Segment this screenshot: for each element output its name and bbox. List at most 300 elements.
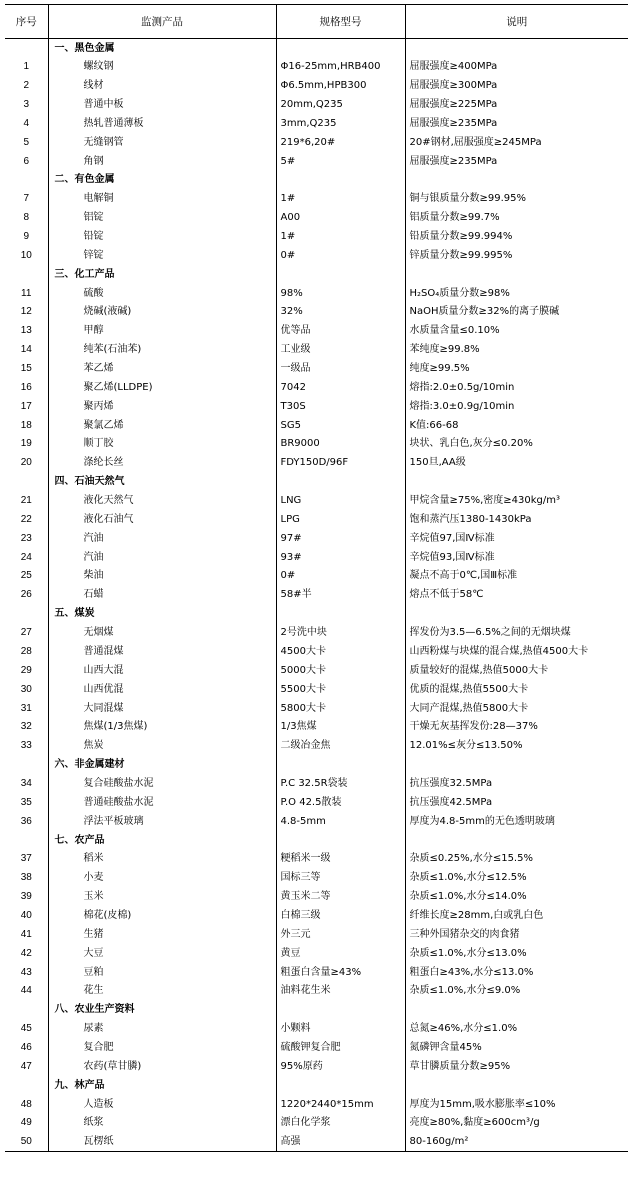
table-row	[5, 284, 628, 303]
description: 杂质≤1.0%,水分≤9.0%	[405, 981, 628, 1000]
product-name: 聚乙烯(LLDPE)	[48, 378, 276, 397]
row-index: 21	[20, 495, 32, 507]
product-name: 花生	[48, 981, 276, 1000]
spec-model: 2号洗中块	[276, 623, 405, 642]
product-name: 山西优混	[48, 680, 276, 699]
category-spec-cell	[276, 1076, 405, 1095]
product-name: 柴油	[48, 567, 276, 586]
table-row	[5, 303, 628, 322]
spec-model: LNG	[276, 491, 405, 510]
spec-model: FDY150D/96F	[276, 453, 405, 472]
table-row	[5, 567, 628, 586]
description: 辛烷值97,国Ⅳ标准	[405, 529, 628, 548]
row-index: 28	[20, 645, 32, 657]
spec-model: 5800大卡	[276, 699, 405, 718]
category-desc-cell	[405, 755, 628, 774]
row-index: 40	[20, 909, 32, 921]
row-index: 39	[20, 891, 32, 903]
description: 甲烷含量≥75%,密度≥430kg/m³	[405, 491, 628, 510]
description: 三种外国猪杂交的肉食猪	[405, 925, 628, 944]
product-name: 焦煤(1/3焦煤)	[48, 717, 276, 736]
row-index: 5	[23, 136, 30, 148]
table-row	[5, 642, 628, 661]
description: NaOH质量分数≥32%的离子膜碱	[405, 303, 628, 322]
row-index: 27	[20, 627, 32, 639]
product-name: 尿素	[48, 1019, 276, 1038]
description: 粗蛋白≥43%,水分≤13.0%	[405, 963, 628, 982]
table-row	[5, 868, 628, 887]
spec-model: 外三元	[276, 925, 405, 944]
description: 挥发份为3.5—6.5%之间的无烟块煤	[405, 623, 628, 642]
spec-model: 20mm,Q235	[276, 95, 405, 114]
row-index: 1	[23, 61, 30, 73]
table-row	[5, 736, 628, 755]
description: 150旦,AA级	[405, 453, 628, 472]
row-index: 16	[20, 381, 32, 393]
category-label: 二、有色金属	[48, 171, 276, 190]
product-name: 线材	[48, 76, 276, 95]
description: 凝点不高于0℃,国Ⅲ标准	[405, 567, 628, 586]
product-name: 聚丙烯	[48, 397, 276, 416]
category-row	[5, 831, 628, 850]
spec-model: 1#	[276, 227, 405, 246]
table-row	[5, 416, 628, 435]
description: 块状、乳白色,灰分≤0.20%	[405, 435, 628, 454]
table-row	[5, 774, 628, 793]
spec-model: 小颗料	[276, 1019, 405, 1038]
category-spec-cell	[276, 39, 405, 58]
category-index-cell	[5, 171, 48, 190]
row-index: 10	[20, 249, 32, 261]
category-row	[5, 39, 628, 58]
description: 屈服强度≥300MPa	[405, 76, 628, 95]
table-header-row	[5, 5, 628, 39]
table-row	[5, 1057, 628, 1076]
category-label: 五、煤炭	[48, 604, 276, 623]
category-index-cell	[5, 755, 48, 774]
category-row	[5, 171, 628, 190]
table-row	[5, 321, 628, 340]
table-row	[5, 397, 628, 416]
description: K值:66-68	[405, 416, 628, 435]
product-name: 玉米	[48, 887, 276, 906]
description: 铅质量分数≥99.994%	[405, 227, 628, 246]
product-name: 棉花(皮棉)	[48, 906, 276, 925]
description: 熔指:3.0±0.9g/10min	[405, 397, 628, 416]
spec-model: P.C 32.5R袋装	[276, 774, 405, 793]
description: 12.01%≤灰分≤13.50%	[405, 736, 628, 755]
row-index: 44	[20, 985, 32, 997]
row-index: 34	[20, 777, 32, 789]
table-row	[5, 585, 628, 604]
spec-model: 1220*2440*15mm	[276, 1095, 405, 1114]
description: H₂SO₄质量分数≥98%	[405, 284, 628, 303]
row-index: 50	[5, 1132, 48, 1151]
category-row	[5, 1000, 628, 1019]
row-index: 32	[20, 721, 32, 733]
product-name: 烧碱(液碱)	[48, 303, 276, 322]
description: 熔点不低于58℃	[405, 585, 628, 604]
spec-model: 97#	[276, 529, 405, 548]
table-row	[5, 359, 628, 378]
table-row	[5, 717, 628, 736]
product-name: 涤纶长丝	[48, 453, 276, 472]
table-row	[5, 849, 628, 868]
category-index-cell	[5, 1076, 48, 1095]
table-row	[5, 1038, 628, 1057]
spec-model: Φ6.5mm,HPB300	[276, 76, 405, 95]
category-label: 三、化工产品	[48, 265, 276, 284]
spec-model: 黄豆	[276, 944, 405, 963]
header-index: 序号	[5, 5, 48, 39]
category-label: 一、黑色金属	[48, 39, 276, 58]
product-name: 稻米	[48, 849, 276, 868]
table-row	[5, 378, 628, 397]
table-row	[5, 529, 628, 548]
product-name: 纸浆	[48, 1113, 276, 1132]
description: 抗压强度32.5MPa	[405, 774, 628, 793]
row-index: 49	[20, 1117, 32, 1129]
description: 大同产混煤,热值5800大卡	[405, 699, 628, 718]
row-index: 47	[20, 1060, 32, 1072]
spec-model: 高强	[276, 1132, 405, 1151]
row-index: 45	[20, 1023, 32, 1035]
description: 质量较好的混煤,热值5000大卡	[405, 661, 628, 680]
row-index: 8	[23, 212, 30, 224]
table-row	[5, 95, 628, 114]
product-name: 角钢	[48, 152, 276, 171]
spec-model: 219*6,20#	[276, 133, 405, 152]
row-index: 18	[20, 419, 32, 431]
spec-model: Φ16-25mm,HRB400	[276, 57, 405, 76]
description: 厚度为15mm,吸水膨胀率≤10%	[405, 1095, 628, 1114]
description: 屈服强度≥235MPa	[405, 114, 628, 133]
category-desc-cell	[405, 1000, 628, 1019]
description: 氮磷钾含量45%	[405, 1038, 628, 1057]
description: 80-160g/m²	[405, 1132, 628, 1151]
spec-model: 58#半	[276, 585, 405, 604]
spec-model: 5000大卡	[276, 661, 405, 680]
product-name: 生猪	[48, 925, 276, 944]
description: 优质的混煤,热值5500大卡	[405, 680, 628, 699]
spec-model: 4.8-5mm	[276, 812, 405, 831]
spec-model: 4500大卡	[276, 642, 405, 661]
product-name: 螺纹钢	[48, 57, 276, 76]
spec-model: LPG	[276, 510, 405, 529]
description: 杂质≤1.0%,水分≤12.5%	[405, 868, 628, 887]
product-name: 汽油	[48, 529, 276, 548]
description: 屈服强度≥400MPa	[405, 57, 628, 76]
product-name: 豆粕	[48, 963, 276, 982]
table-row	[5, 680, 628, 699]
description: 饱和蒸汽压1380-1430kPa	[405, 510, 628, 529]
table-row	[5, 963, 628, 982]
row-index: 15	[20, 363, 32, 375]
row-index: 4	[23, 117, 30, 129]
description: 熔指:2.0±0.5g/10min	[405, 378, 628, 397]
spec-model: 1#	[276, 189, 405, 208]
row-index: 33	[20, 740, 32, 752]
product-name: 小麦	[48, 868, 276, 887]
product-name: 山西大混	[48, 661, 276, 680]
description: 杂质≤1.0%,水分≤13.0%	[405, 944, 628, 963]
product-name: 纯苯(石油苯)	[48, 340, 276, 359]
table-row	[5, 1113, 628, 1132]
product-name: 甲醇	[48, 321, 276, 340]
row-index: 43	[20, 966, 32, 978]
table-row	[5, 208, 628, 227]
category-spec-cell	[276, 604, 405, 623]
table-row	[5, 812, 628, 831]
category-label: 八、农业生产资料	[48, 1000, 276, 1019]
description: 干燥无灰基挥发份:28—37%	[405, 717, 628, 736]
product-name: 大同混煤	[48, 699, 276, 718]
product-name: 热轧普通薄板	[48, 114, 276, 133]
spec-model: 优等品	[276, 321, 405, 340]
description: 20#钢材,屈服强度≥245MPa	[405, 133, 628, 152]
table-row	[5, 491, 628, 510]
spec-model: 白棉三级	[276, 906, 405, 925]
row-index: 31	[20, 702, 32, 714]
row-index: 23	[20, 532, 32, 544]
spec-model: 一级品	[276, 359, 405, 378]
table-row	[5, 699, 628, 718]
product-name: 铅锭	[48, 227, 276, 246]
row-index: 3	[23, 99, 30, 110]
description: 辛烷值93,国Ⅳ标准	[405, 548, 628, 567]
row-index: 14	[20, 344, 32, 356]
table-row	[5, 435, 628, 454]
table-row	[5, 623, 628, 642]
table-row	[5, 246, 628, 265]
category-row	[5, 1076, 628, 1095]
row-index: 13	[20, 325, 32, 337]
table-row	[5, 453, 628, 472]
category-desc-cell	[405, 831, 628, 850]
table-row	[5, 981, 628, 1000]
spec-model: 漂白化学浆	[276, 1113, 405, 1132]
product-name: 人造板	[48, 1095, 276, 1114]
category-row	[5, 755, 628, 774]
spec-model: 粗蛋白含量≥43%	[276, 963, 405, 982]
row-index: 6	[23, 155, 30, 167]
description: 水质量含量≤0.10%	[405, 321, 628, 340]
spec-model: 95%原药	[276, 1057, 405, 1076]
category-spec-cell	[276, 472, 405, 491]
table-row	[5, 944, 628, 963]
row-index: 42	[20, 947, 32, 959]
spec-model: A00	[276, 208, 405, 227]
product-name: 硫酸	[48, 284, 276, 303]
table-row	[5, 887, 628, 906]
product-name: 电解铜	[48, 189, 276, 208]
spec-model: 98%	[276, 284, 405, 303]
spec-model: 粳稻米一级	[276, 849, 405, 868]
category-spec-cell	[276, 755, 405, 774]
row-index: 48	[20, 1098, 32, 1110]
spec-model: P.O 42.5散装	[276, 793, 405, 812]
table-row	[5, 925, 628, 944]
table-row	[5, 152, 628, 171]
table-row	[5, 793, 628, 812]
spec-model: T30S	[276, 397, 405, 416]
description: 亮度≥80%,黏度≥600cm³/g	[405, 1113, 628, 1132]
spec-model: BR9000	[276, 435, 405, 454]
category-index-cell	[5, 39, 48, 58]
description: 杂质≤1.0%,水分≤14.0%	[405, 887, 628, 906]
row-index: 35	[20, 796, 32, 808]
category-row	[5, 472, 628, 491]
row-index: 20	[20, 457, 32, 469]
row-index: 12	[20, 306, 32, 318]
product-name: 聚氯乙烯	[48, 416, 276, 435]
product-name: 普通中板	[48, 95, 276, 114]
product-name: 苯乙烯	[48, 359, 276, 378]
category-index-cell	[5, 265, 48, 284]
table-row	[5, 76, 628, 95]
price-monitoring-table	[5, 4, 628, 1152]
category-index-cell	[5, 831, 48, 850]
product-name: 复合硅酸盐水泥	[48, 774, 276, 793]
row-index: 22	[20, 513, 32, 525]
row-index: 2	[23, 80, 30, 92]
spec-model: 0#	[276, 567, 405, 586]
row-index: 36	[20, 815, 32, 827]
product-name: 顺丁胶	[48, 435, 276, 454]
table-row	[5, 1019, 628, 1038]
description: 屈服强度≥225MPa	[405, 95, 628, 114]
category-index-cell	[5, 472, 48, 491]
spec-model: 0#	[276, 246, 405, 265]
category-spec-cell	[276, 831, 405, 850]
category-spec-cell	[276, 1000, 405, 1019]
category-desc-cell	[405, 265, 628, 284]
row-index: 25	[20, 570, 32, 582]
table-row	[5, 189, 628, 208]
row-index: 26	[20, 589, 32, 601]
spec-model: 5#	[276, 152, 405, 171]
category-desc-cell	[405, 472, 628, 491]
table-body	[5, 39, 628, 1152]
product-name: 液化天然气	[48, 491, 276, 510]
row-index: 30	[20, 683, 32, 695]
table-row	[5, 661, 628, 680]
description: 纯度≥99.5%	[405, 359, 628, 378]
product-name: 无烟煤	[48, 623, 276, 642]
description: 屈服强度≥235MPa	[405, 152, 628, 171]
description: 铜与银质量分数≥99.95%	[405, 189, 628, 208]
spec-model: 硫酸钾复合肥	[276, 1038, 405, 1057]
spec-model: SG5	[276, 416, 405, 435]
category-label: 四、石油天然气	[48, 472, 276, 491]
description: 锌质量分数≥99.995%	[405, 246, 628, 265]
product-name: 铝锭	[48, 208, 276, 227]
spec-model: 93#	[276, 548, 405, 567]
description: 山西粉煤与块煤的混合煤,热值4500大卡	[405, 642, 628, 661]
header-description: 说明	[405, 5, 628, 39]
product-name: 大豆	[48, 944, 276, 963]
category-spec-cell	[276, 265, 405, 284]
spec-model: 工业级	[276, 340, 405, 359]
category-index-cell	[5, 604, 48, 623]
category-desc-cell	[405, 1076, 628, 1095]
row-index: 11	[21, 287, 32, 299]
row-index: 38	[20, 872, 32, 884]
product-name: 普通混煤	[48, 642, 276, 661]
spec-model: 3mm,Q235	[276, 114, 405, 133]
product-name: 焦炭	[48, 736, 276, 755]
category-desc-cell	[405, 171, 628, 190]
spec-model: 32%	[276, 303, 405, 322]
row-index: 17	[20, 400, 32, 412]
table-row	[5, 1095, 628, 1114]
description: 抗压强度42.5MPa	[405, 793, 628, 812]
category-row	[5, 265, 628, 284]
spec-model: 5500大卡	[276, 680, 405, 699]
table-row	[5, 548, 628, 567]
description: 杂质≤0.25%,水分≤15.5%	[405, 849, 628, 868]
spec-model: 黄玉米二等	[276, 887, 405, 906]
category-desc-cell	[405, 39, 628, 58]
description: 草甘膦质量分数≥95%	[405, 1057, 628, 1076]
table-row	[5, 114, 628, 133]
category-label: 九、林产品	[48, 1076, 276, 1095]
product-name: 农药(草甘膦)	[48, 1057, 276, 1076]
product-name: 复合肥	[48, 1038, 276, 1057]
table-row	[5, 906, 628, 925]
row-index: 46	[20, 1041, 32, 1053]
product-name: 锌锭	[48, 246, 276, 265]
product-name: 浮法平板玻璃	[48, 812, 276, 831]
spec-model: 二级冶金焦	[276, 736, 405, 755]
product-name: 瓦楞纸	[48, 1132, 276, 1151]
product-name: 无缝钢管	[48, 133, 276, 152]
row-index: 9	[23, 231, 30, 243]
table-row	[5, 1132, 628, 1151]
row-index: 19	[20, 438, 32, 450]
product-name: 普通硅酸盐水泥	[48, 793, 276, 812]
category-label: 七、农产品	[48, 831, 276, 850]
description: 苯纯度≥99.8%	[405, 340, 628, 359]
description: 纤维长度≥28mm,白或乳白色	[405, 906, 628, 925]
category-desc-cell	[405, 604, 628, 623]
table-row	[5, 227, 628, 246]
category-index-cell	[5, 1000, 48, 1019]
description: 厚度为4.8-5mm的无色透明玻璃	[405, 812, 628, 831]
spec-model: 7042	[276, 378, 405, 397]
spec-model: 国标三等	[276, 868, 405, 887]
row-index: 37	[20, 853, 32, 865]
product-name: 汽油	[48, 548, 276, 567]
table-row	[5, 510, 628, 529]
category-row	[5, 604, 628, 623]
product-name: 石蜡	[48, 585, 276, 604]
spec-model: 1/3焦煤	[276, 717, 405, 736]
product-name: 液化石油气	[48, 510, 276, 529]
table-row	[5, 340, 628, 359]
row-index: 29	[20, 664, 32, 676]
header-spec: 规格型号	[276, 5, 405, 39]
row-index: 7	[23, 193, 30, 205]
description: 铝质量分数≥99.7%	[405, 208, 628, 227]
category-spec-cell	[276, 171, 405, 190]
row-index: 24	[20, 551, 32, 563]
description: 总氮≥46%,水分≤1.0%	[405, 1019, 628, 1038]
spec-model: 油料花生米	[276, 981, 405, 1000]
header-product: 监测产品	[48, 5, 276, 39]
category-label: 六、非金属建材	[48, 755, 276, 774]
table-row	[5, 133, 628, 152]
